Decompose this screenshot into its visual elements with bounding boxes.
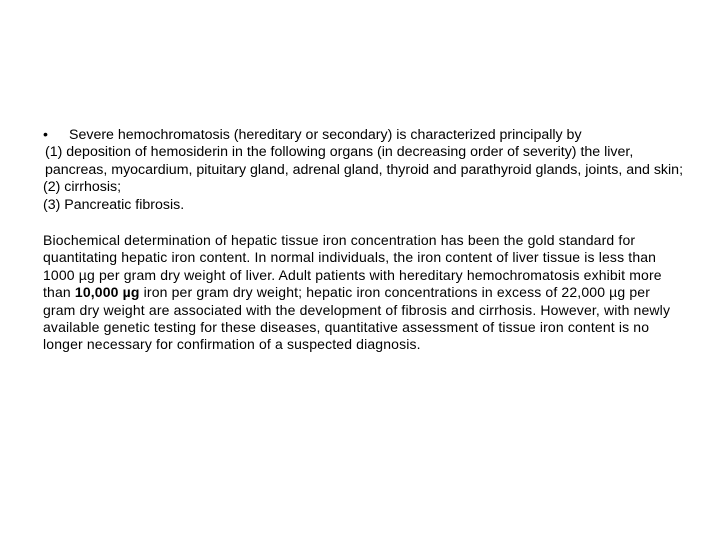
paragraph-text-end: iron per gram dry weight; hepatic iron concentrations in excess of 22,000 µg per gram dry weight are associated with the development of fibrosis and cirrhosis. However, with newly available genetic testing for these diseases, quantitative assessment of tissue iron content is no longer necessary for confirmation of a suspected diagnosis. <box>43 284 671 353</box>
bullet-item <box>43 127 683 144</box>
list-item-cirrhosis: (2) cirrhosis; <box>43 179 122 196</box>
list-item-deposition: (1) deposition of hemosiderin in the following organs (in decreasing order of severity) the liver, pancreas, myocardium, pituitary gland, adrenal gland, thyroid and parathyroid glands, joints, and skin; <box>45 144 684 178</box>
iron-concentration-paragraph <box>43 232 683 354</box>
paragraph-text-start: Biochemical determination of hepatic tissue iron concentration has been the gold standard for quantitating hepatic iron content. In normal individuals, the iron content of liver tissue is less than 1000 µg per gram dry weight of liver. Adult patients with hereditary hemochromatosis exhibit more than <box>43 232 662 301</box>
bullet-icon: • <box>43 127 48 143</box>
paragraph-bold-value: 10,000 µg <box>74 284 140 301</box>
slide-text-block <box>43 127 683 368</box>
list-item-pancreatic-fibrosis: (3) Pancreatic fibrosis. <box>43 196 185 213</box>
hemochromatosis-summary <box>43 127 683 214</box>
bullet-text: Severe hemochromatosis (hereditary or secondary) is characterized principally by <box>69 127 582 143</box>
